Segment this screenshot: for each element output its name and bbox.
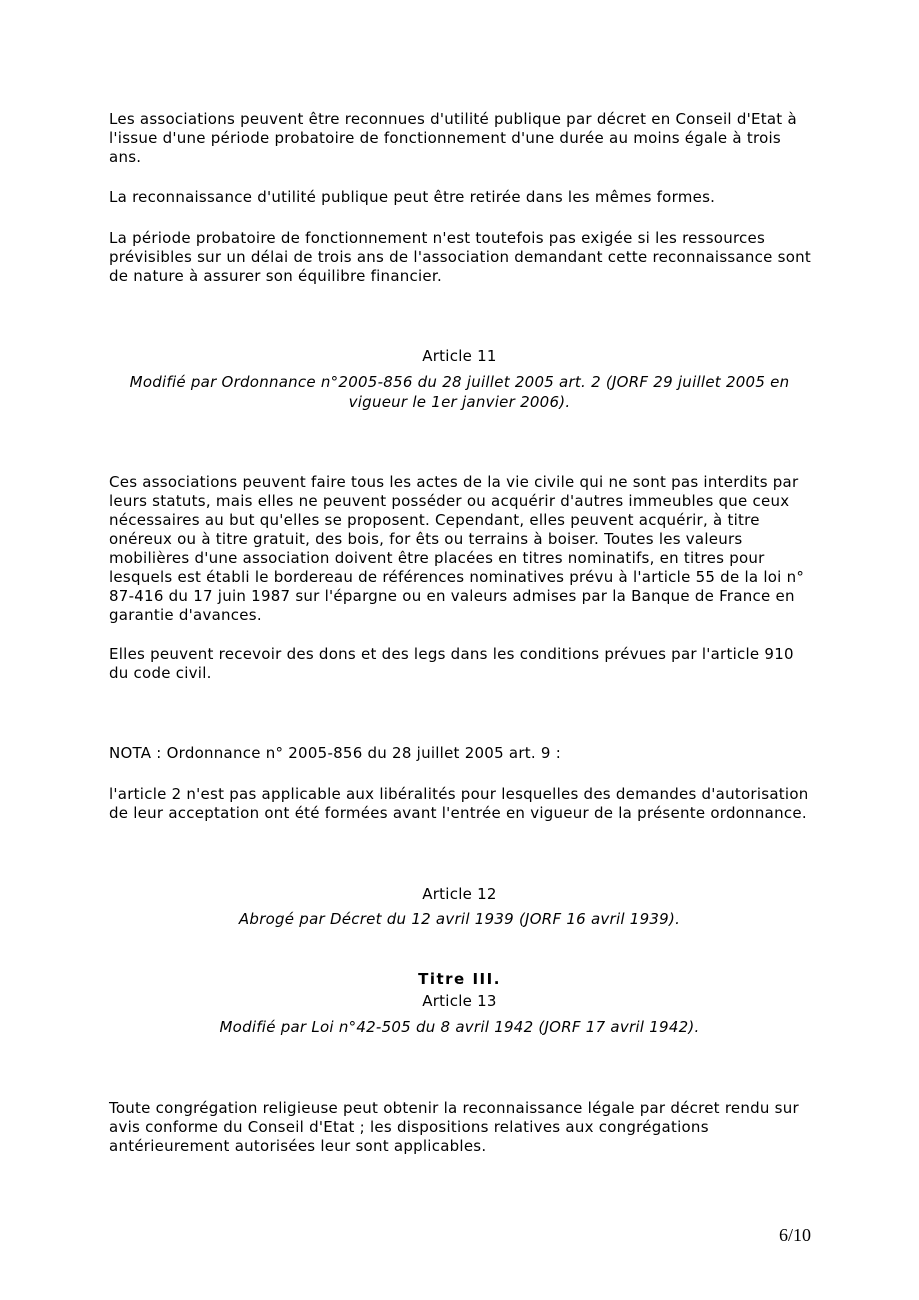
article-13-heading: Article 13 [422, 992, 497, 1010]
nota-text: l'article 2 n'est pas applicable aux libéralités pour lesquelles des demandes d'autorisation de leur acceptation ont été formées avant l'entrée en vigueur de la présente ordonnance. [109, 785, 809, 822]
article-11-modification-line1: Modifié par Ordonnance n°2005-856 du 28 juillet 2005 art. 2 (JORF 29 juillet 2005 en [129, 373, 790, 391]
article-11-paragraph-actes: Ces associations peuvent faire tous les actes de la vie civile qui ne sont pas interdits par leurs statuts, mais elles ne peuvent posséder ou acquérir d'autres immeubles que ceux nécessaires au but qu'elles se proposent. Cependant, elles peuvent acquérir, à titre onéreux ou à titre gratuit, des bois, for êts ou terrains à boiser. Toutes les valeurs mobilières d'une association doivent être placées en titres nominatifs, en titres pour lesquels est établi le bordereau de références nominatives prévu à l'article 55 de la loi n° 87-416 du 17 juin 1987 sur l'épargne ou en valeurs admises par la Banque de France en garantie d'avances. [109, 473, 805, 624]
titre-3-heading: Titre III. [418, 970, 501, 988]
article-13-modification: Modifié par Loi n°42-505 du 8 avril 1942 (JORF 17 avril 1942). [219, 1018, 700, 1036]
paragraph-retrait: La reconnaissance d'utilité publique peut être retirée dans les mêmes formes. [109, 188, 716, 206]
paragraph-utilite-publique: Les associations peuvent être reconnues d'utilité publique par décret en Conseil d'Etat à l'issue d'une période probatoire de fonctionnement d'une durée au moins égale à trois ans. [109, 110, 797, 166]
article-11-paragraph-dons: Elles peuvent recevoir des dons et des legs dans les conditions prévues par l'article 910 du code civil. [109, 645, 794, 682]
article-12-heading: Article 12 [422, 885, 497, 903]
article-11-modification-line2: vigueur le 1er janvier 2006). [348, 393, 571, 411]
article-12-modification: Abrogé par Décret du 12 avril 1939 (JORF 16 avril 1939). [238, 910, 681, 928]
paragraph-periode-probatoire: La période probatoire de fonctionnement n'est toutefois pas exigée si les ressources prévisibles sur un délai de trois ans de l'association demandant cette reconnaissance sont de nature à assurer son équilibre financier. [109, 229, 812, 285]
article-13-paragraph: Toute congrégation religieuse peut obtenir la reconnaissance légale par décret rendu sur avis conforme du Conseil d'Etat ; les dispositions relatives aux congrégations antérieurement autorisées leur sont applicables. [109, 1099, 799, 1155]
article-11-heading: Article 11 [422, 347, 497, 365]
page-number: 6/10 [778, 1225, 811, 1245]
nota-heading: NOTA : Ordonnance n° 2005-856 du 28 juillet 2005 art. 9 : [109, 744, 562, 762]
